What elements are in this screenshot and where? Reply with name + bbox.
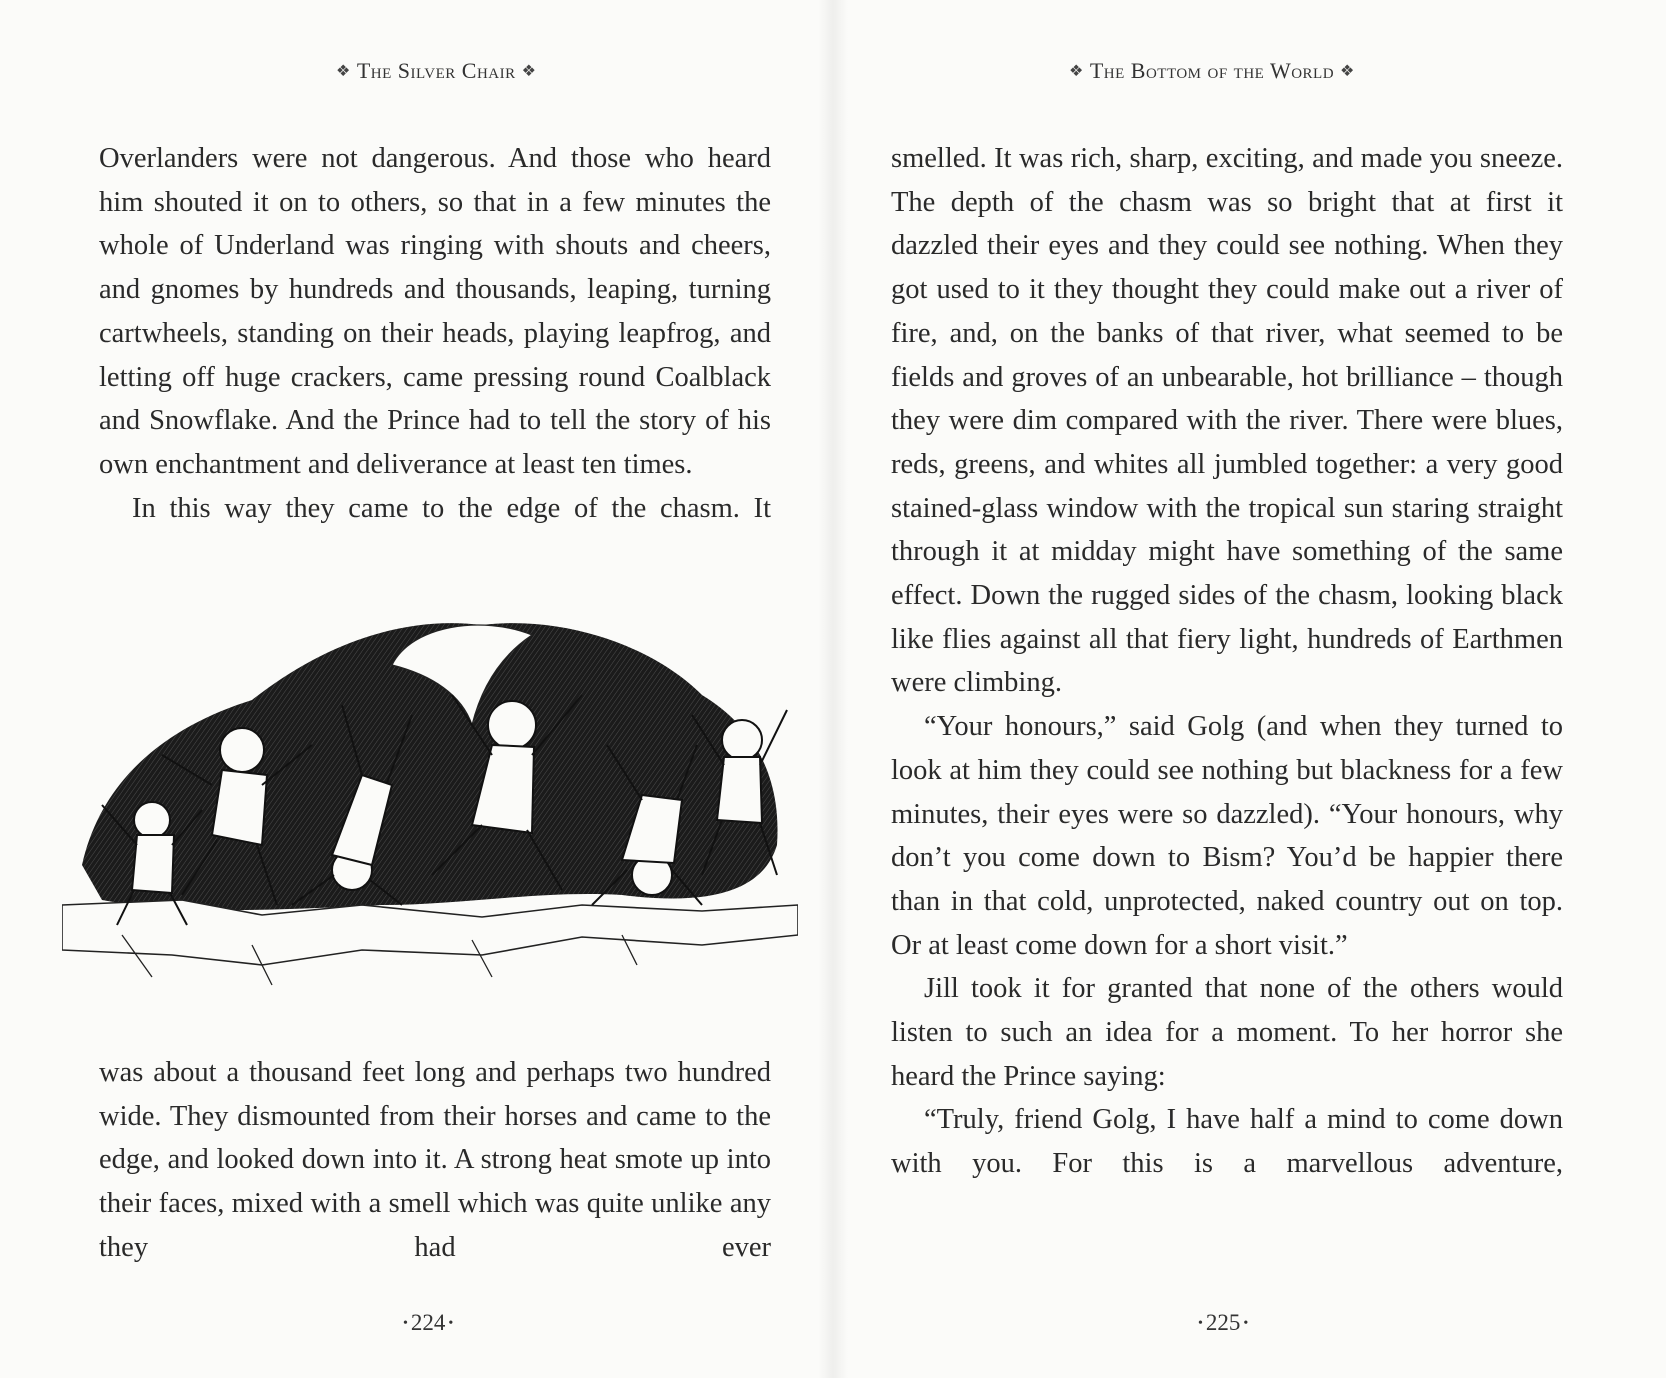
left-page-number: • 224 •	[403, 1310, 454, 1335]
cliff-edge	[62, 900, 798, 965]
paragraph: was about a thousand feet long and perhaps two hundred wide. They dismounted from their horses and came to the edge, and looked down into it. A strong heat smote up into their faces, mixed with a smell which was quite unlike any they had ever	[99, 1057, 771, 1263]
ornament-icon: ❖	[336, 63, 351, 80]
ornament-icon: ❖	[521, 63, 537, 80]
right-page-number: • 225 •	[1198, 1310, 1249, 1335]
paragraph: In this way they came to the edge of the chasm. It	[132, 492, 771, 524]
left-body-text-upper	[99, 137, 771, 530]
paragraph: “Truly, friend Golg, I have half a mind to come down with you. For this is a marvellous adventure,	[891, 1104, 1563, 1180]
ornament-icon: ❖	[1069, 63, 1084, 80]
paragraph: “Your honours,” said Golg (and when they turned to look at him they could see nothing but blackness for a few minutes, their eyes were so dazzled). “Your honours, why don’t you come down to Bism? You’d be happier there than in that cold, unprotected, naked country out on top. Or at least come down for a short visit.”	[891, 711, 1563, 961]
left-running-head-title: The Silver Chair	[356, 58, 516, 83]
left-running-head	[330, 58, 542, 84]
ornament-icon: ❖	[1340, 63, 1355, 80]
paragraph: Jill took it for granted that none of the others would listen to such an idea for a moment. To her horror she heard the Prince saying:	[891, 973, 1563, 1092]
page-number-value: 224	[410, 1310, 446, 1335]
right-page	[833, 0, 1666, 1378]
paragraph: Overlanders were not dangerous. And those who heard him shouted it on to others, so that in a few minutes the whole of Underland was ringing with shouts and cheers, and gnomes by hundreds and thousands, leaping, turning cartwheels, standing on their heads, playing leapfrog, and letting off huge crackers, came pressing round Coalblack and Snowflake. And the Prince had to tell the story of his own enchantment and deliverance at least ten times.	[99, 143, 771, 480]
right-running-head	[1063, 58, 1361, 84]
page-number-value: 225	[1205, 1310, 1241, 1335]
paragraph: smelled. It was rich, sharp, exciting, and made you sneeze. The depth of the chasm was so bright that at first it dazzled their eyes and they could see nothing. When they got used to it they thought they could make out a river of fire, and, on the banks of that river, what seemed to be fields and groves of an unbearable, hot brilliance – though they were dim compared with the river. There were blues, reds, greens, and whites all jumbled together: a very good stained-glass window with the tropical sun staring straight through it at midday might have something of the same effect. Down the rugged sides of the chasm, looking black like flies against all that fiery light, hundreds of Earthmen were climbing.	[891, 143, 1563, 699]
left-body-text-lower	[99, 1051, 771, 1270]
right-body-text	[891, 137, 1563, 1186]
gnomes-illustration	[62, 605, 798, 1025]
right-running-head-title: The Bottom of the World	[1089, 58, 1335, 83]
